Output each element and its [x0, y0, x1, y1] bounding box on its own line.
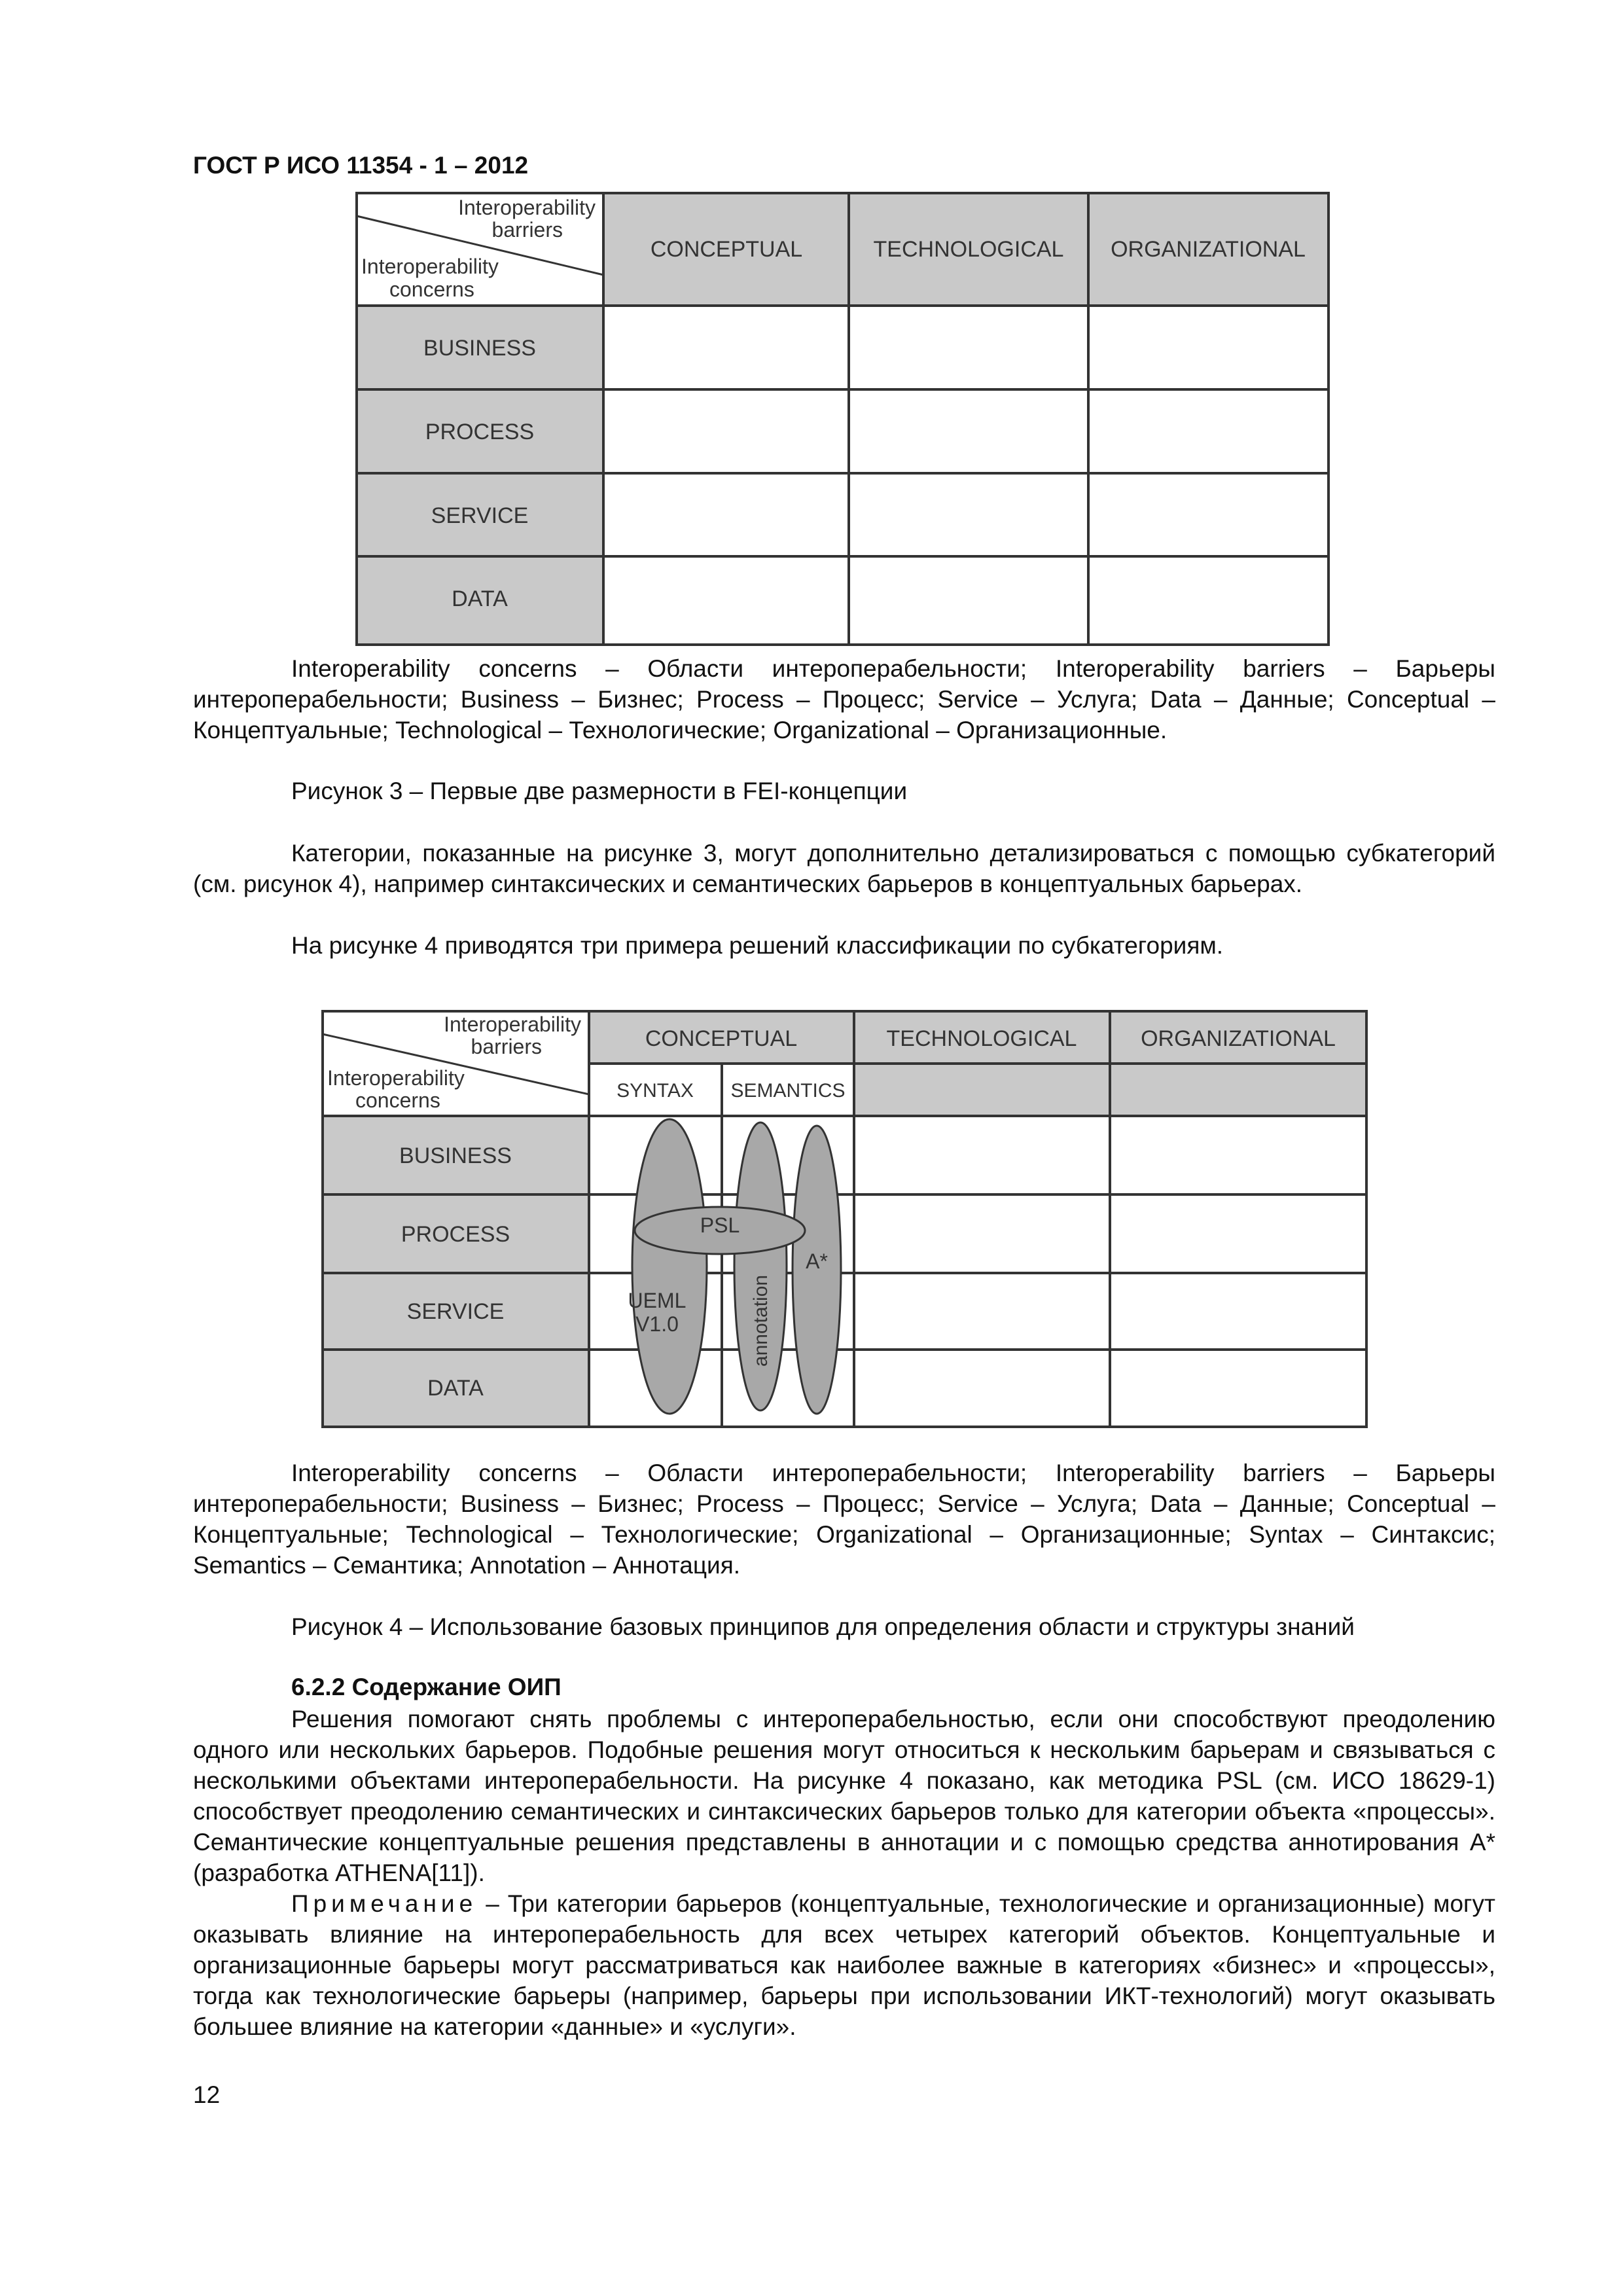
a-star-label: A* [806, 1249, 828, 1273]
note-text: – Три категории барьеров (концептуальные, технологические и организационные) могут оказывать влияние на интероперабельность для всех четырех категорий объектов. Концептуальные и организационные барьеры могут рассматриваться как наиболее важные в категориях «бизнес» и «процессы», тогда как технологические барьеры (например, барьеры при использовании ИКТ-технологий) могут оказывать большее влияние на категории «данные» и «услуги». [193, 1890, 1495, 2040]
fig4-row-process: PROCESS [401, 1222, 510, 1247]
section-body: Решения помогают снять проблемы с интероперабельностью, если они способствуют преодолению одного или нескольких барьеров. Подобные решения могут относиться к нескольким барьерам и связываться с несколькими объектами интероперабельности. На рисунке 4 показано, как методика PSL (см. ИСО 18629-1) способствует преодолению семантических и синтаксических барьеров только для категории объекта «процессы». Семантические концептуальные решения представлены в аннотации и с помощью средства аннотирования A* (разработка ATHENA[11]). [193, 1706, 1495, 1886]
fig4-row-data: DATA [427, 1376, 484, 1401]
ueml-ellipse [632, 1119, 707, 1414]
fig3-corner-barriers-2: barriers [491, 218, 563, 242]
fig4-col-organizational: ORGANIZATIONAL [1141, 1026, 1336, 1051]
figure-3-matrix [353, 190, 1335, 648]
ueml-label-2: V1.0 [635, 1312, 679, 1336]
section-heading: 6.2.2 Содержание ОИП [291, 1674, 562, 1700]
note-label: Примечание [291, 1890, 478, 1917]
figure-4-matrix [319, 1008, 1370, 1433]
fig4-corner-concerns-2: concerns [355, 1088, 440, 1112]
fig3-corner-concerns-1: Interoperability [361, 255, 499, 278]
fig3-col-organizational: ORGANIZATIONAL [1111, 237, 1306, 262]
fig3-row-data: DATA [452, 586, 508, 611]
fig4-col-technological: TECHNOLOGICAL [886, 1026, 1077, 1051]
fig3-row-process: PROCESS [425, 420, 535, 444]
figure-3-legend: Interoperability concerns – Области интероперабельности; Interoperability barriers – Барьеры интероперабельности; Business – Бизнес; Process – Процесс; Service – Услуга; Data – Данные; Conceptual – Концептуальные; Technological – Технологические; Organizational – Организационные. [193, 655, 1495, 744]
figure-3-caption: Рисунок 3 – Первые две размерности в FEI-концепции [291, 778, 908, 804]
page-number: 12 [193, 2081, 221, 2108]
note-paragraph [193, 1888, 1495, 2042]
figure-4-legend: Interoperability concerns – Области интероперабельности; Interoperability barriers – Барьеры интероперабельности; Business – Бизнес; Process – Процесс; Service – Услуга; Data – Данные; Conceptual – Концептуальные; Technological – Технологические; Organizational – Организационные; Syntax – Синтаксис; Semantics – Семантика; Annotation – Аннотация. [193, 1460, 1495, 1579]
fig3-corner-concerns-2: concerns [389, 278, 474, 301]
fig3-row-service: SERVICE [431, 503, 529, 528]
fig4-corner-barriers-2: barriers [471, 1035, 542, 1058]
ueml-label-1: UEML [628, 1289, 687, 1312]
fig4-subcol-syntax: SYNTAX [616, 1080, 694, 1102]
fig3-col-conceptual: CONCEPTUAL [650, 237, 803, 262]
document-header: ГОСТ Р ИСО 11354 - 1 – 2012 [193, 152, 529, 179]
fig4-subcol-semantics: SEMANTICS [730, 1080, 846, 1102]
fig4-corner-barriers-1: Interoperability [444, 1013, 581, 1036]
paragraph-categories: Категории, показанные на рисунке 3, могут дополнительно детализироваться с помощью субкатегорий (см. рисунок 4), например синтаксических и семантических барьеров в концептуальных барьерах. [193, 840, 1495, 897]
annotation-label: annotation [750, 1274, 772, 1367]
fig3-row-business: BUSINESS [423, 336, 536, 361]
fig3-col-technological: TECHNOLOGICAL [873, 237, 1064, 262]
psl-label: PSL [700, 1213, 740, 1237]
fig4-col-conceptual: CONCEPTUAL [645, 1026, 798, 1051]
paragraph-examples: На рисунке 4 приводятся три примера решений классификации по субкатегориям. [291, 932, 1224, 959]
fig3-corner-barriers-1: Interoperability [458, 196, 596, 219]
fig4-row-service: SERVICE [406, 1299, 505, 1324]
fig4-row-business: BUSINESS [399, 1143, 512, 1168]
fig4-corner-concerns-1: Interoperability [327, 1066, 465, 1090]
figure-4-caption: Рисунок 4 – Использование базовых принципов для определения области и структуры знаний [291, 1613, 1355, 1640]
